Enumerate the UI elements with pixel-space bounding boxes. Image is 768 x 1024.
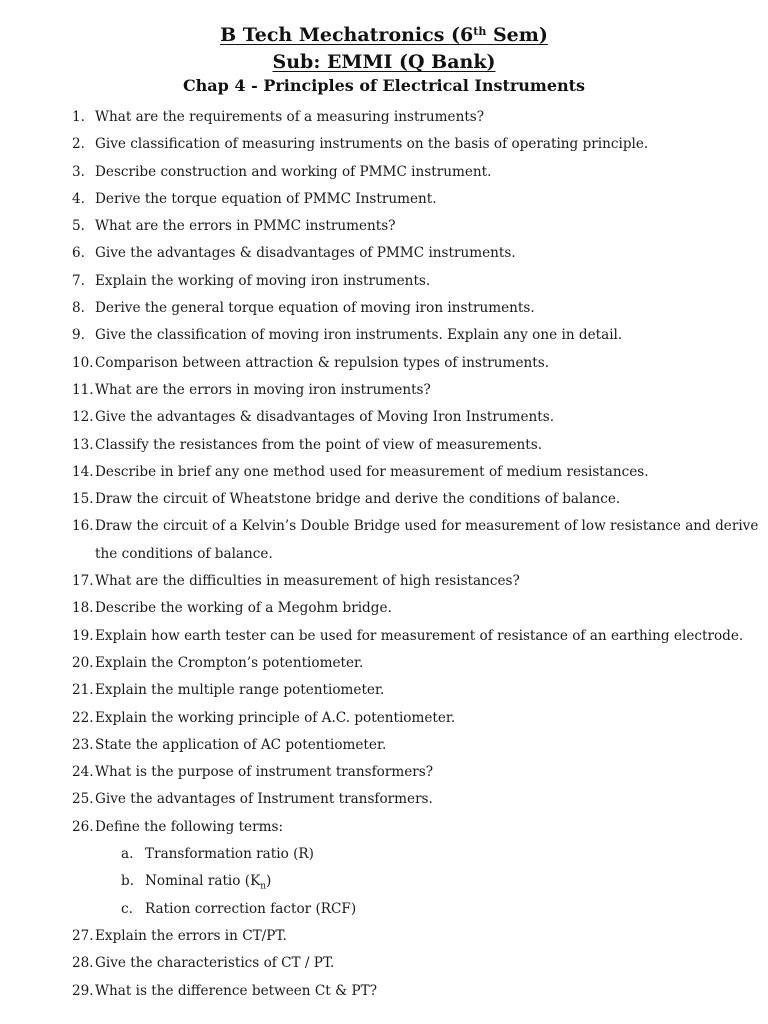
question-number: 27.: [72, 927, 94, 944]
question-item: [0, 216, 768, 243]
question-item: [0, 189, 768, 216]
question-item: [0, 571, 768, 598]
question-item: [0, 435, 768, 462]
question-item: [0, 926, 768, 953]
question-item: [0, 762, 768, 789]
sub-item: [0, 871, 768, 898]
question-item: [0, 626, 768, 653]
question-text: Describe the working of a Megohm bridge.: [95, 600, 392, 617]
question-text: Explain the working principle of A.C. potentiometer.: [95, 709, 456, 726]
question-item: [0, 708, 768, 735]
course-title-text: B Tech Mechatronics (6: [220, 24, 474, 46]
sub-item-text: Transformation ratio (R): [145, 846, 314, 863]
question-number: 25.: [72, 791, 94, 808]
question-text: What are the errors in moving iron instruments?: [95, 381, 431, 398]
question-number: 15.: [72, 491, 94, 508]
question-text: Draw the circuit of a Kelvin’s Double Bridge used for measurement of low resistance and derive: [95, 518, 759, 535]
sub-item-letter: a.: [121, 846, 134, 863]
question-item: [0, 653, 768, 680]
sub-item: [0, 844, 768, 871]
question-text: Explain the Crompton’s potentiometer.: [95, 654, 364, 671]
question-number: 6.: [72, 245, 85, 262]
question-item: [0, 325, 768, 352]
question-item: [0, 789, 768, 816]
question-list: [0, 107, 768, 1008]
sub-item-text-after: ): [266, 873, 272, 890]
question-text: Give the advantages & disadvantages of Moving Iron Instruments.: [95, 409, 555, 426]
question-text: Give the classification of moving iron instruments. Explain any one in detail.: [95, 327, 623, 344]
question-number: 2.: [72, 136, 85, 153]
question-item: [0, 353, 768, 380]
question-number: 8.: [72, 300, 85, 317]
question-number: 12.: [72, 409, 94, 426]
question-number: 16.: [72, 518, 94, 535]
question-text: Explain the errors in CT/PT.: [95, 927, 287, 944]
question-text: What is the purpose of instrument transformers?: [95, 764, 434, 781]
question-text: Give the advantages of Instrument transformers.: [95, 791, 433, 808]
question-item: [0, 107, 768, 134]
question-number: 3.: [72, 163, 85, 180]
question-text: Explain the multiple range potentiometer.: [95, 682, 385, 699]
sub-item-text: Nominal ratio (K: [145, 873, 261, 890]
question-text: Derive the general torque equation of moving iron instruments.: [95, 300, 535, 317]
question-text: Classify the resistances from the point of view of measurements.: [95, 436, 543, 453]
question-text: Draw the circuit of Wheatstone bridge and derive the conditions of balance.: [95, 491, 621, 508]
question-item: [0, 298, 768, 325]
question-text: Define the following terms:: [95, 818, 284, 835]
question-number: 17.: [72, 573, 94, 590]
course-title-superscript: th: [473, 25, 487, 38]
sub-item-letter: c.: [121, 900, 133, 917]
question-item: [0, 271, 768, 298]
sub-item: [0, 899, 768, 926]
question-text: Derive the torque equation of PMMC Instrument.: [95, 190, 437, 207]
question-number: 4.: [72, 190, 85, 207]
sub-item-text: Ration correction factor (RCF): [145, 900, 357, 917]
question-item: [0, 680, 768, 707]
question-number: 5.: [72, 218, 85, 235]
question-number: 24.: [72, 764, 94, 781]
question-item: [0, 953, 768, 980]
question-number: 1.: [72, 109, 85, 125]
subject-title: Sub: EMMI (Q Bank): [272, 51, 496, 73]
question-item: [0, 817, 768, 844]
question-text: Explain the working of moving iron instruments.: [95, 272, 431, 289]
subscript: n: [260, 882, 267, 893]
question-number: 10.: [72, 354, 94, 371]
question-item: [0, 243, 768, 270]
question-number: 19.: [72, 627, 94, 644]
sub-item-letter: b.: [121, 873, 135, 890]
question-text: What are the requirements of a measuring instruments?: [95, 109, 485, 125]
course-title: [0, 24, 768, 46]
question-number: 26.: [72, 818, 94, 835]
course-title-end: Sem): [486, 24, 548, 46]
question-item: [0, 407, 768, 434]
question-number: 14.: [72, 463, 94, 480]
question-number: 23.: [72, 736, 94, 753]
question-item: [0, 380, 768, 407]
question-number: 21.: [72, 682, 94, 699]
question-text: What are the difficulties in measurement of high resistances?: [95, 573, 520, 590]
question-text: Give classification of measuring instruments on the basis of operating principle.: [95, 136, 649, 153]
question-item: [0, 462, 768, 489]
question-item: [0, 735, 768, 762]
question-item: [0, 598, 768, 625]
question-text: What is the difference between Ct & PT?: [95, 982, 377, 999]
question-text-continued: the conditions of balance.: [95, 545, 273, 562]
question-text: Explain how earth tester can be used for measurement of resistance of an earthing electrode.: [95, 627, 744, 644]
question-text: Comparison between attraction & repulsion types of instruments.: [95, 354, 550, 371]
question-number: 18.: [72, 600, 94, 617]
question-text: Give the advantages & disadvantages of PMMC instruments.: [95, 245, 516, 262]
question-item: [0, 981, 768, 1008]
question-number: 29.: [72, 982, 94, 999]
question-number: 7.: [72, 272, 85, 289]
question-item: [0, 134, 768, 161]
question-item: [0, 162, 768, 189]
question-number: 13.: [72, 436, 94, 453]
question-number: 9.: [72, 327, 85, 344]
question-text: Give the characteristics of CT / PT.: [95, 955, 335, 972]
question-text: What are the errors in PMMC instruments?: [95, 218, 396, 235]
question-number: 28.: [72, 955, 94, 972]
sub-item-text-wrapper: [145, 871, 271, 898]
question-text: Describe construction and working of PMMC instrument.: [95, 163, 492, 180]
chapter-title: Chap 4 - Principles of Electrical Instruments: [182, 76, 586, 95]
question-item: [0, 489, 768, 516]
question-number: 22.: [72, 709, 94, 726]
question-number: 11.: [72, 381, 94, 398]
question-number: 20.: [72, 654, 94, 671]
question-item: [0, 516, 768, 571]
question-text: State the application of AC potentiometer.: [95, 736, 387, 753]
question-text: Describe in brief any one method used for measurement of medium resistances.: [95, 463, 649, 480]
